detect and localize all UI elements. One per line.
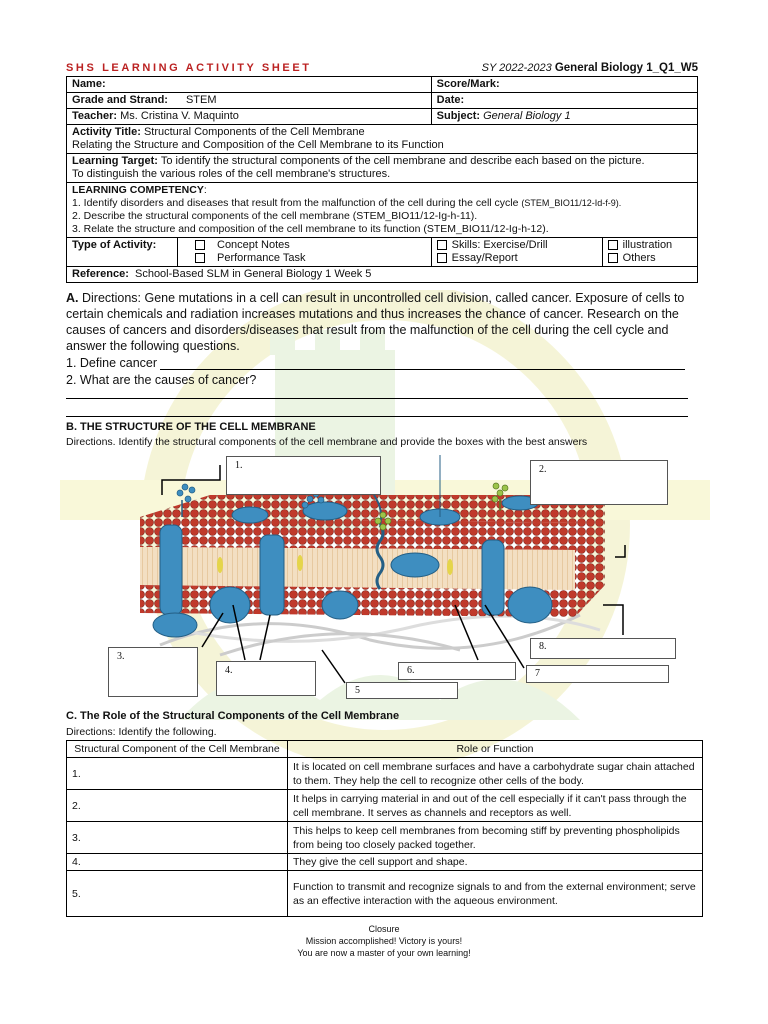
closure-heading: Closure (368, 924, 400, 934)
activity-title: Activity Title: Structural Components of the Cell Membrane Relating the Structure and Composition of the Cell Membrane to its Function (67, 125, 698, 154)
school-year: SY 2022-2023 (481, 62, 552, 74)
reference: Reference: School-Based SLM in General Biology 1 Week 5 (67, 267, 698, 283)
answer-line-3[interactable] (66, 402, 688, 417)
answer-cell[interactable]: 5. (67, 871, 288, 917)
label-box-5[interactable]: 5 (346, 682, 458, 699)
answer-line-1[interactable] (160, 356, 685, 370)
sheet-header (66, 62, 698, 74)
function-text: This helps to keep cell membranes from becoming stiff by preventing phospholipids from being too closely packed together. (288, 822, 703, 854)
roles-table (66, 740, 703, 917)
checkbox[interactable] (195, 253, 205, 263)
answer-cell[interactable]: 3. (67, 822, 288, 854)
section-b-title: B. THE STRUCTURE OF THE CELL MEMBRANE (66, 421, 316, 433)
checkbox[interactable] (195, 240, 205, 250)
table-row (67, 822, 703, 854)
course-code: General Biology 1_Q1_W5 (554, 62, 698, 74)
function-text: They give the cell support and shape. (288, 854, 703, 871)
function-text: Function to transmit and recognize signals to and from the external environment; serve as an effective interaction with the aqueous environment. (288, 871, 703, 917)
answer-cell[interactable]: 1. (67, 758, 288, 790)
checkbox[interactable] (437, 240, 447, 250)
question-1: 1. Define cancer (66, 356, 158, 370)
label-box-7[interactable]: 7 (526, 665, 669, 683)
table-row (67, 758, 703, 790)
checkbox[interactable] (437, 253, 447, 263)
table-row (67, 871, 703, 917)
section-b-directions: Directions. Identify the structural components of the cell membrane and provide the boxes with the best answers (66, 436, 588, 448)
learning-competency: LEARNING COMPETENCY: 1. Identify disorders and diseases that result from the malfunction of the cell during the cell cycle (STEM_BIO11/12-Id-f-9). 2. Describe the structural components of the cell membrane (STEM_BIO11/12-Ig-h-11). 3. Relate the structure and composition of the cell membrane to its function (STEM_BIO11/12-Ig-h-12). (67, 183, 698, 238)
type-of-activity-label: Type of Activity: (67, 238, 178, 267)
checkbox[interactable] (608, 240, 618, 250)
closure-line-2: You are now a master of your own learning! (297, 948, 471, 958)
sheet-title: SHS LEARNING ACTIVITY SHEET (66, 62, 312, 74)
date-field[interactable]: Date: (431, 93, 697, 109)
function-text: It helps in carrying material in and out of the cell especially if it can't pass through the cell membrane. It serves as channels and receptors as well. (288, 790, 703, 822)
type-options-col1: Concept Notes Performance Task (178, 238, 432, 267)
subject-field: Subject: General Biology 1 (431, 109, 697, 125)
score-field[interactable]: Score/Mark: (431, 77, 697, 93)
type-options-col3: illustration Others (602, 238, 697, 267)
info-table (66, 76, 698, 283)
label-box-6[interactable]: 6. (398, 662, 516, 680)
table-row (67, 854, 703, 871)
section-a-directions: A. Directions: Gene mutations in a cell can result in uncontrolled cell division, called cancer. Exposure of cells to certain chemicals and radiation increases mutations and thus increases the chance of cancer. Research on the causes of cancers and disorders/diseases that result from the malfunction of the cell during the cell cycle and answer the following questions. (66, 291, 685, 353)
table-header-row (67, 741, 703, 758)
function-text: It is located on cell membrane surfaces and have a carbohydrate sugar chain attached to them. They help the cell to recognize other cells of the body. (288, 758, 703, 790)
type-options-col2: Skills: Exercise/Drill Essay/Report (431, 238, 602, 267)
checkbox[interactable] (608, 253, 618, 263)
name-field[interactable]: Name: (67, 77, 432, 93)
section-c-title: C. The Role of the Structural Components of the Cell Membrane (66, 710, 400, 722)
grade-field[interactable]: Grade and Strand: STEM (67, 93, 432, 109)
closure-line-1: Mission accomplished! Victory is yours! (305, 936, 463, 946)
col-header-component: Structural Component of the Cell Membrane (67, 741, 288, 758)
label-box-4[interactable]: 4. (216, 661, 316, 696)
question-2: 2. What are the causes of cancer? (66, 373, 257, 387)
course-info (482, 62, 698, 74)
answer-cell[interactable]: 4. (67, 854, 288, 871)
teacher-field: Teacher: Ms. Cristina V. Maquinto (67, 109, 432, 125)
answer-line-2[interactable] (66, 388, 688, 399)
section-c-directions: Directions: Identify the following. (66, 726, 217, 738)
table-row (67, 790, 703, 822)
label-box-1[interactable]: 1. (226, 456, 381, 495)
col-header-function: Role or Function (288, 741, 703, 758)
answer-cell[interactable]: 2. (67, 790, 288, 822)
label-box-8[interactable]: 8. (530, 638, 676, 659)
label-box-3[interactable]: 3. (108, 647, 198, 697)
label-box-2[interactable]: 2. (530, 460, 668, 505)
learning-target: Learning Target: To identify the structural components of the cell membrane and describe each based on the picture. To distinguish the various roles of the cell membrane's structures. (67, 154, 698, 183)
